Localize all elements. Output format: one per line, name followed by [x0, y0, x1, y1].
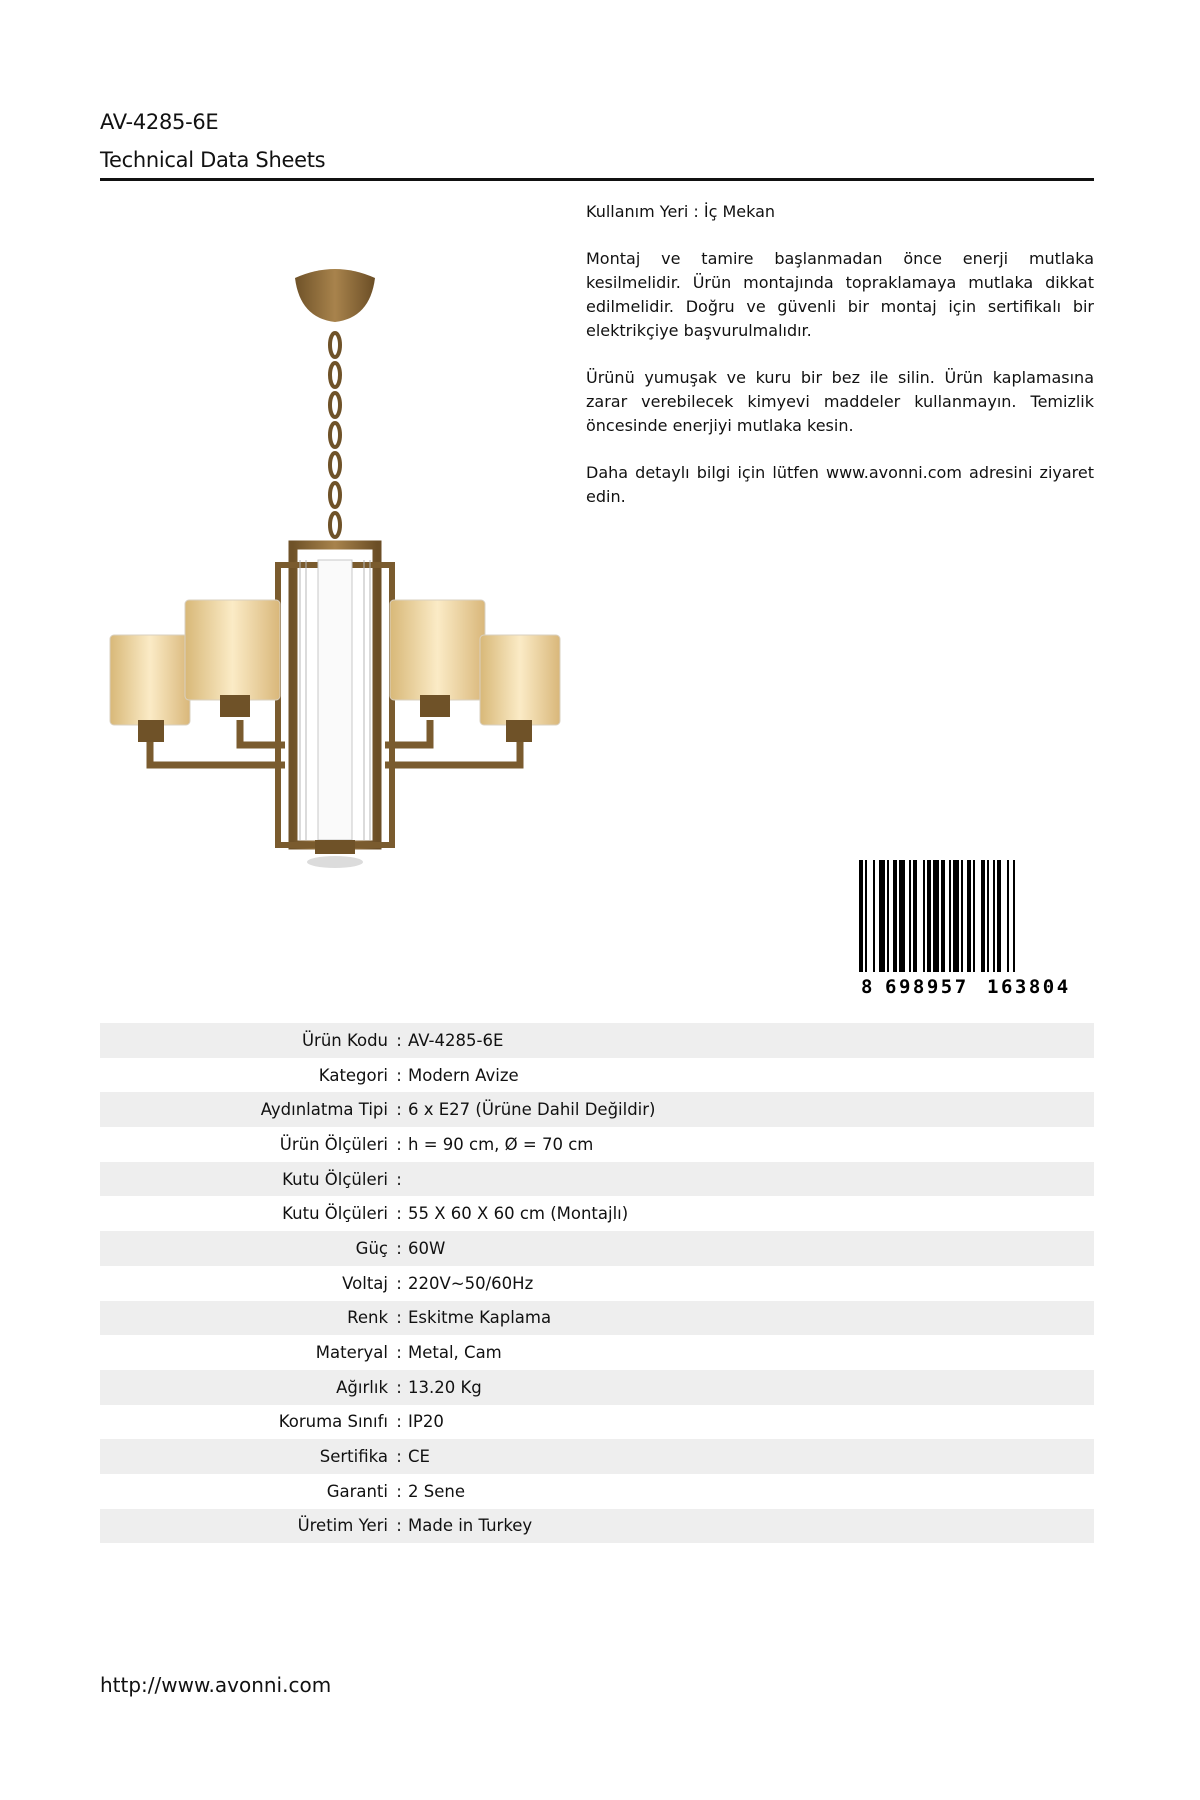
cleaning-paragraph: Ürünü yumuşak ve kuru bir bez ile silin. Ürün kaplamasına zarar verebilecek kimyevi maddeler kullanmayın. Temizlik öncesinde enerjiyi mutlaka kesin. [586, 368, 1094, 435]
spec-row [100, 1370, 1094, 1405]
spec-value: Modern Avize [408, 1065, 519, 1085]
spec-separator: : [396, 1238, 402, 1258]
spec-row [100, 1196, 1094, 1231]
barcode-digits-left: 698957 [885, 976, 969, 998]
spec-separator: : [396, 1516, 402, 1536]
spec-row [100, 1335, 1094, 1370]
barcode-bar [899, 860, 905, 972]
spec-value: 2 Sene [408, 1481, 465, 1501]
barcode-digit-prefix: 8 [861, 976, 873, 998]
barcode-bar [973, 860, 975, 972]
barcode-bar [981, 860, 985, 972]
barcode-bar [967, 860, 971, 972]
spec-row [100, 1439, 1094, 1474]
spec-separator: : [396, 1273, 402, 1293]
barcode-bar [953, 860, 959, 972]
spec-separator: : [396, 1343, 402, 1363]
spec-separator: : [396, 1447, 402, 1467]
page-subtitle: Technical Data Sheets [100, 148, 326, 172]
spec-label: Renk [347, 1308, 388, 1328]
spec-value: AV-4285-6E [408, 1030, 504, 1050]
spec-row [100, 1405, 1094, 1440]
spec-value: 13.20 Kg [408, 1377, 482, 1397]
footer-url: http://www.avonni.com [100, 1673, 332, 1697]
spec-row [100, 1231, 1094, 1266]
barcode-bar [873, 860, 875, 972]
spec-value: Eskitme Kaplama [408, 1308, 552, 1328]
spec-separator: : [396, 1308, 402, 1328]
spec-label: Garanti [326, 1481, 388, 1501]
spec-value: CE [408, 1447, 430, 1467]
spec-label: Ağırlık [336, 1377, 388, 1397]
barcode-bar [879, 860, 885, 972]
spec-value: 220V~50/60Hz [408, 1273, 534, 1293]
spec-separator: : [396, 1030, 402, 1050]
barcode-bar [1013, 860, 1015, 972]
spec-separator: : [396, 1169, 402, 1189]
spec-value: Made in Turkey [408, 1516, 533, 1536]
spec-label: Ürün Ölçüleri [279, 1134, 388, 1154]
spec-value: 60W [408, 1238, 446, 1258]
barcode-bar [997, 860, 1001, 972]
spec-row [100, 1092, 1094, 1127]
spec-row [100, 1162, 1094, 1197]
spec-label: Üretim Yeri [297, 1516, 388, 1536]
barcode-bar [893, 860, 897, 972]
spec-value: 55 X 60 X 60 cm (Montajlı) [408, 1204, 629, 1224]
spec-label: Aydınlatma Tipi [260, 1100, 388, 1120]
spec-row [100, 1127, 1094, 1162]
barcode-bar [993, 860, 995, 972]
barcode-bar [909, 860, 911, 972]
barcode-digits-right: 163804 [987, 976, 1071, 998]
spec-row [100, 1301, 1094, 1336]
barcode-bar [1007, 860, 1009, 972]
product-code-heading: AV-4285-6E [100, 110, 219, 134]
spec-label: Voltaj [342, 1273, 388, 1293]
barcode-bar [941, 860, 945, 972]
spec-separator: : [396, 1134, 402, 1154]
spec-label: Kutu Ölçüleri [282, 1204, 388, 1224]
spec-separator: : [396, 1481, 402, 1501]
barcode-bar [887, 860, 889, 972]
spec-label: Materyal [315, 1343, 388, 1363]
barcode-bar [927, 860, 931, 972]
header-divider [100, 178, 1094, 181]
spec-label: Kategori [318, 1065, 388, 1085]
spec-label: Ürün Kodu [301, 1030, 388, 1050]
barcode-bar [865, 860, 867, 972]
spec-row [100, 1266, 1094, 1301]
barcode [855, 860, 1095, 1000]
barcode-bar [961, 860, 963, 972]
spec-separator: : [396, 1065, 402, 1085]
spec-separator: : [396, 1377, 402, 1397]
chandelier-product-image [100, 200, 580, 940]
barcode-bar [949, 860, 951, 972]
spec-label: Koruma Sınıfı [278, 1412, 388, 1432]
barcode-bar [913, 860, 917, 972]
spec-value: 6 x E27 (Ürüne Dahil Değildir) [408, 1100, 656, 1120]
barcode-bar [859, 860, 863, 972]
spec-separator: : [396, 1204, 402, 1224]
spec-separator: : [396, 1100, 402, 1120]
website-paragraph: Daha detaylı bilgi için lütfen www.avonni.com adresini ziyaret edin. [586, 463, 1094, 506]
spec-row [100, 1058, 1094, 1093]
barcode-bar [933, 860, 939, 972]
usage-text: Kullanım Yeri : İç Mekan [586, 202, 776, 221]
spec-row [100, 1023, 1094, 1058]
spec-row [100, 1509, 1094, 1544]
spec-table [100, 1023, 1094, 1543]
spec-label: Sertifika [319, 1447, 388, 1467]
spec-value: Metal, Cam [408, 1343, 502, 1363]
spec-value: h = 90 cm, Ø = 70 cm [408, 1134, 594, 1154]
spec-separator: : [396, 1412, 402, 1432]
spec-row [100, 1474, 1094, 1509]
barcode-bar [987, 860, 989, 972]
spec-value: IP20 [408, 1412, 444, 1432]
product-info [586, 200, 1094, 532]
barcode-bar [923, 860, 925, 972]
spec-label: Güç [355, 1238, 388, 1258]
spec-label: Kutu Ölçüleri [282, 1169, 388, 1189]
safety-paragraph: Montaj ve tamire başlanmadan önce enerji mutlaka kesilmelidir. Ürün montajında topraklamaya mutlaka dikkat edilmelidir. Doğru ve güvenli bir montaj için sertifikalı bir elektrikçiye başvurulmalıdır. [586, 249, 1094, 340]
